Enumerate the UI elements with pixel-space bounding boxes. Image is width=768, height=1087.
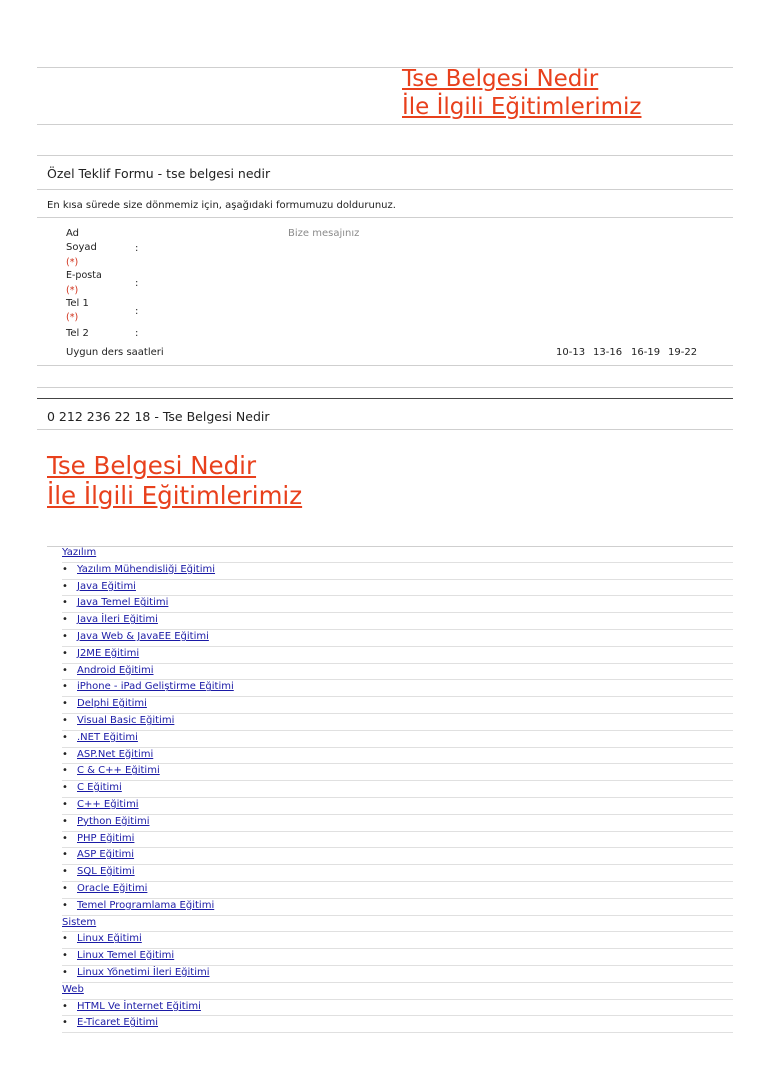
course-link[interactable]: C++ Eğitimi: [77, 799, 139, 810]
course-item: [62, 949, 174, 962]
name-label: Ad: [66, 228, 80, 239]
phone1-input[interactable]: :: [135, 306, 139, 317]
course-item: [62, 664, 154, 677]
list-divider: [62, 864, 733, 865]
form-intro-divider: [37, 217, 733, 218]
bullet-icon: •: [62, 698, 68, 710]
courses-title[interactable]: [47, 451, 302, 511]
bullet-icon: •: [62, 731, 68, 743]
bullet-icon: •: [62, 614, 68, 626]
hours-option-19-22[interactable]: 19-22: [668, 347, 698, 358]
email-label: E-posta: [66, 270, 102, 281]
header-bottom-divider: [37, 124, 733, 125]
course-category-1[interactable]: Sistem: [62, 916, 97, 928]
bullet-icon: •: [62, 664, 68, 676]
course-item: [62, 748, 153, 761]
courses-title-line2[interactable]: İle İlgili Eğitimlerimiz: [47, 481, 303, 510]
list-divider: [62, 847, 733, 848]
email-input[interactable]: :: [135, 278, 139, 289]
course-item: [62, 781, 122, 794]
form-top-divider: [37, 155, 733, 156]
course-category-0[interactable]: Yazılım: [62, 547, 97, 558]
list-divider: [62, 612, 733, 613]
course-item: [62, 848, 134, 861]
course-link[interactable]: J2ME Eğitimi: [77, 647, 140, 659]
course-link[interactable]: C Eğitimi: [77, 782, 122, 794]
courses-divider: [47, 546, 733, 547]
course-link[interactable]: iPhone - iPad Geliştirme Eğitimi: [77, 681, 234, 693]
course-item: [62, 1000, 201, 1013]
form-title-divider: [37, 189, 733, 190]
course-link[interactable]: E-Ticaret Eğitimi: [77, 1017, 159, 1029]
form-title: Özel Teklif Formu - tse belgesi nedir: [47, 166, 271, 181]
list-divider: [62, 646, 733, 647]
course-link[interactable]: ASP Eğitimi: [77, 849, 135, 861]
hours-option-16-19[interactable]: 16-19: [631, 347, 661, 358]
bullet-icon: •: [62, 715, 68, 726]
bullet-icon: •: [62, 1000, 68, 1012]
bullet-icon: •: [62, 748, 68, 760]
course-item: [62, 966, 210, 979]
bullet-icon: •: [62, 563, 68, 575]
list-divider: [62, 579, 733, 580]
list-divider: [62, 663, 733, 664]
section-divider: [37, 387, 733, 388]
message-textarea[interactable]: Bize mesajınız: [288, 228, 360, 239]
page-title[interactable]: [402, 65, 732, 121]
list-divider: [62, 696, 733, 697]
list-divider: [62, 881, 733, 882]
course-item: [62, 798, 139, 811]
course-item: [62, 899, 214, 912]
form-bottom-divider: [37, 365, 733, 366]
course-link[interactable]: PHP Eğitimi: [77, 832, 135, 844]
contact-phone-line: 0 212 236 22 18 - Tse Belgesi Nedir: [47, 409, 270, 424]
list-divider: [62, 797, 733, 798]
list-divider: [62, 982, 733, 983]
phone1-required-mark: (*): [66, 312, 79, 323]
bullet-icon: •: [62, 681, 68, 693]
bullet-icon: •: [62, 1017, 68, 1029]
bullet-icon: •: [62, 866, 68, 878]
course-link[interactable]: Yazılım Mühendisliği Eğitimi: [77, 563, 216, 575]
course-item: [62, 647, 139, 660]
bullet-icon: •: [62, 647, 68, 659]
bullet-icon: •: [62, 950, 68, 962]
course-item: [62, 680, 234, 693]
course-item: [62, 882, 147, 895]
courses-title-line1[interactable]: Tse Belgesi Nedir: [47, 451, 257, 480]
course-link[interactable]: Android Eğitimi: [77, 664, 154, 676]
bullet-icon: •: [62, 933, 68, 945]
course-item: [62, 932, 142, 945]
surname-required-mark: (*): [66, 257, 79, 268]
course-link[interactable]: .NET Eğitimi: [77, 731, 138, 743]
form-intro: En kısa sürede size dönmemiz için, aşağıdaki formumuzu doldurunuz.: [47, 200, 396, 211]
page-title-line1[interactable]: Tse Belgesi Nedir: [402, 66, 599, 92]
course-item: [62, 764, 160, 777]
bullet-icon: •: [62, 597, 68, 609]
bullet-icon: •: [62, 815, 68, 827]
list-divider: [62, 814, 733, 815]
course-link[interactable]: Linux Temel Eğitimi: [77, 950, 175, 962]
bullet-icon: •: [62, 899, 68, 911]
course-item: [62, 697, 147, 710]
course-item: [62, 865, 135, 878]
list-divider: [62, 763, 733, 764]
course-item: [62, 613, 158, 626]
course-link[interactable]: Java Web & JavaEE Eğitimi: [77, 631, 209, 642]
bullet-icon: •: [62, 832, 68, 844]
list-divider: [62, 747, 733, 748]
course-item: [62, 815, 150, 828]
course-link[interactable]: HTML Ve İnternet Eğitimi: [77, 1000, 201, 1012]
phone2-label: Tel 2: [66, 328, 89, 339]
course-link[interactable]: Java Eğitimi: [77, 580, 136, 592]
bullet-icon: •: [62, 580, 68, 592]
contact-top-divider: [37, 398, 733, 399]
course-category-2[interactable]: Web: [62, 983, 84, 995]
phone2-input[interactable]: :: [135, 328, 139, 339]
course-link[interactable]: ASP.Net Eğitimi: [77, 748, 154, 760]
list-divider: [62, 730, 733, 731]
course-link[interactable]: Oracle Eğitimi: [77, 883, 148, 894]
list-divider: [62, 1015, 733, 1016]
course-link[interactable]: Java İleri Eğitimi: [77, 614, 158, 626]
hours-option-10-13[interactable]: 10-13: [556, 347, 586, 358]
bullet-icon: •: [62, 883, 68, 894]
bullet-icon: •: [62, 782, 68, 794]
hours-option-13-16[interactable]: 13-16: [593, 347, 623, 358]
course-item: [62, 1016, 158, 1029]
bullet-icon: •: [62, 799, 68, 810]
list-divider: [62, 780, 733, 781]
bullet-icon: •: [62, 765, 68, 777]
list-divider: [62, 1032, 733, 1033]
course-item: [62, 832, 134, 845]
phone1-label: Tel 1: [66, 298, 89, 309]
course-link[interactable]: C & C++ Eğitimi: [77, 765, 160, 777]
page-title-line2[interactable]: İle İlgili Eğitimlerimiz: [402, 94, 642, 120]
list-divider: [62, 831, 733, 832]
course-link[interactable]: Delphi Eğitimi: [77, 698, 147, 710]
list-divider: [62, 915, 733, 916]
course-link[interactable]: Python Eğitimi: [77, 815, 150, 827]
course-link[interactable]: Linux Eğitimi: [77, 933, 142, 945]
course-link[interactable]: Linux Yönetimi İleri Eğitimi: [77, 967, 210, 978]
course-item: [62, 714, 174, 727]
course-item: [62, 630, 209, 643]
course-link[interactable]: Temel Programlama Eğitimi: [77, 899, 215, 911]
bullet-icon: •: [62, 967, 68, 978]
course-link[interactable]: Visual Basic Eğitimi: [77, 715, 175, 726]
bullet-icon: •: [62, 849, 68, 861]
course-link[interactable]: SQL Eğitimi: [77, 866, 135, 878]
list-divider: [62, 931, 733, 932]
surname-label: Soyad: [66, 242, 97, 253]
email-required-mark: (*): [66, 285, 79, 296]
course-item: [62, 596, 168, 609]
course-link[interactable]: Java Temel Eğitimi: [77, 597, 169, 609]
contact-bottom-divider: [37, 429, 733, 430]
bullet-icon: •: [62, 631, 68, 642]
course-item: [62, 580, 136, 593]
course-item: [62, 731, 138, 744]
hours-label: Uygun ders saatleri: [66, 347, 164, 358]
surname-input[interactable]: :: [135, 243, 139, 254]
course-item: [62, 563, 215, 576]
